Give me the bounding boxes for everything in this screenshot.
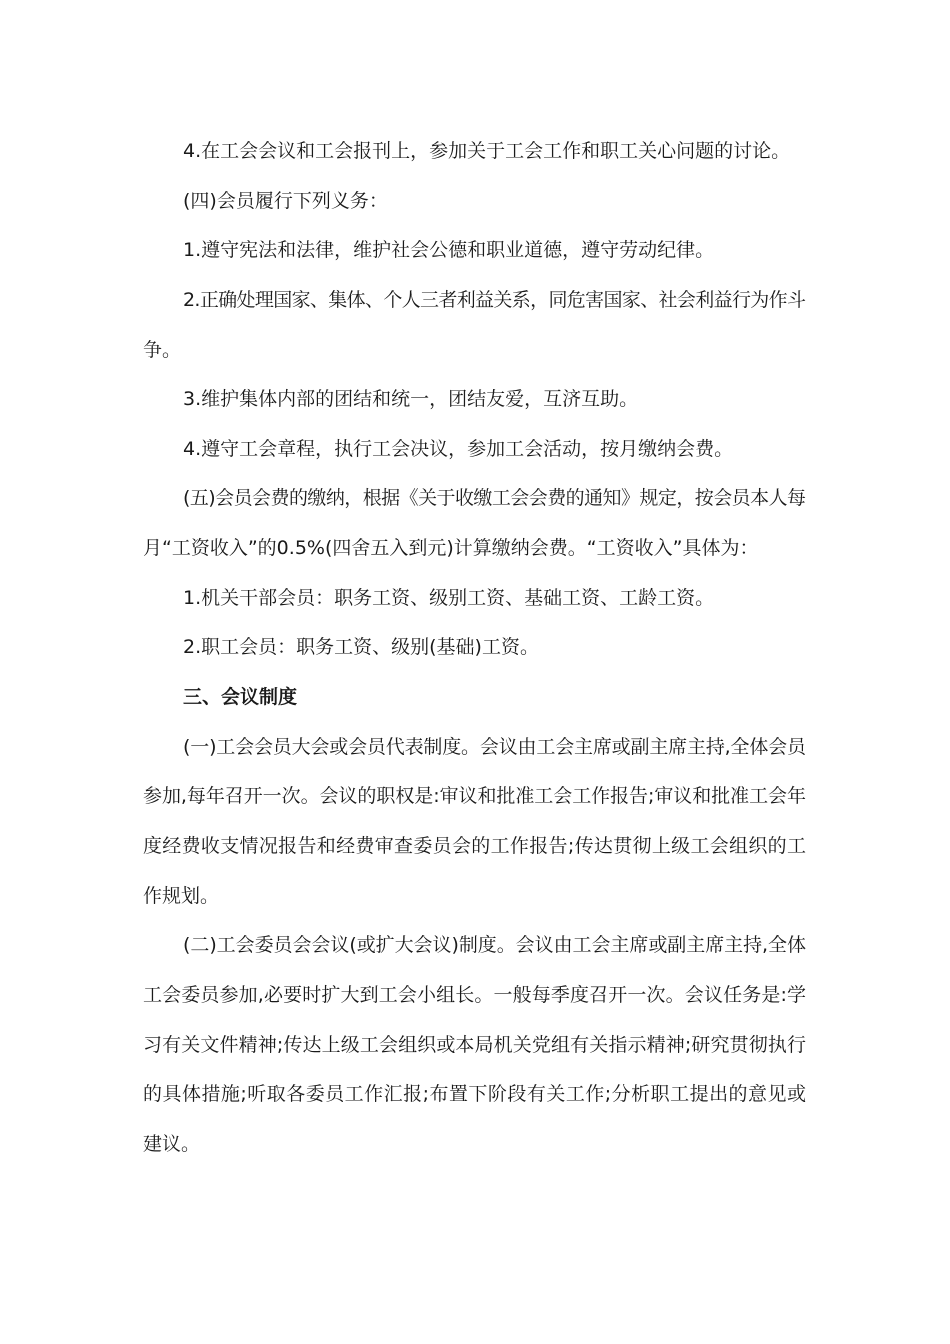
paragraph-line xyxy=(143,1021,806,1071)
paragraph-line-text: (一)工会会员大会或会员代表制度。会议由工会主席或副主席主持,全体会员 xyxy=(183,735,806,758)
obligations-heading xyxy=(143,177,806,227)
paragraph-line xyxy=(143,822,806,872)
paragraph-line xyxy=(143,226,806,276)
paragraph-line xyxy=(143,177,806,227)
paragraph-line xyxy=(143,1120,806,1170)
paragraph-line-text: 工会委员参加,必要时扩大到工会小组长。一般每季度召开一次。会议任务是:学 xyxy=(143,983,807,1006)
obligation-item-3 xyxy=(143,375,806,425)
section-heading-line xyxy=(143,673,806,723)
paragraph-line xyxy=(143,872,806,922)
paragraph-line xyxy=(143,276,806,326)
rights-item-4-paragraph xyxy=(143,127,806,177)
dues-item-2 xyxy=(143,623,806,673)
document-body xyxy=(143,127,806,1169)
paragraph-line-text: (五)会员会费的缴纳，根据《关于收缴工会会费的通知》规定，按会员本人每 xyxy=(183,487,806,510)
paragraph-line-text: 1.遵守宪法和法律，维护社会公德和职业道德，遵守劳动纪律。 xyxy=(183,239,715,262)
paragraph-line-text: 建议。 xyxy=(143,1132,201,1155)
dues-paragraph xyxy=(143,474,806,573)
meeting-rule-1 xyxy=(143,723,806,922)
paragraph-line xyxy=(143,574,806,624)
dues-item-1 xyxy=(143,574,806,624)
obligation-item-4 xyxy=(143,425,806,475)
paragraph-line xyxy=(143,326,806,376)
meeting-rule-2 xyxy=(143,921,806,1169)
paragraph-line-text: 4.在工会会议和工会报刊上，参加关于工会工作和职工关心问题的讨论。 xyxy=(183,140,791,162)
paragraph-line-text: 的具体措施;听取各委员工作汇报;布置下阶段有关工作;分析职工提出的意见或 xyxy=(143,1083,807,1106)
section-heading-meeting-system xyxy=(143,673,806,723)
paragraph-line-text: 度经费收支情况报告和经费审查委员会的工作报告;传达贯彻上级工会组织的工 xyxy=(143,834,807,857)
paragraph-line-text: 4.遵守工会章程，执行工会决议，参加工会活动，按月缴纳会费。 xyxy=(183,437,734,460)
obligation-item-1 xyxy=(143,226,806,276)
paragraph-line xyxy=(143,971,806,1021)
paragraph-line-text: 1.机关干部会员：职务工资、级别工资、基础工资、工龄工资。 xyxy=(183,586,715,609)
obligation-item-2 xyxy=(143,276,806,375)
paragraph-line xyxy=(143,474,806,524)
paragraph-line xyxy=(143,623,806,673)
paragraph-line-text: 月“工资收入”的0.5%(四舍五入到元)计算缴纳会费。“工资收入”具体为： xyxy=(143,537,759,560)
paragraph-line-text: 2.职工会员：职务工资、级别(基础)工资。 xyxy=(183,636,539,659)
paragraph-line-text: 习有关文件精神;传达上级工会组织或本局机关党组有关指示精神;研究贯彻执行 xyxy=(143,1033,807,1056)
paragraph-line-text: 3.维护集体内部的团结和统一，团结友爱，互济互助。 xyxy=(183,388,639,411)
paragraph-line-text: 参加,每年召开一次。会议的职权是:审议和批准工会工作报告;审议和批准工会年 xyxy=(143,785,806,808)
paragraph-line-text: 2.正确处理国家、集体、个人三者利益关系，同危害国家、社会利益行为作斗 xyxy=(183,288,806,311)
paragraph-line-text: 作规划。 xyxy=(143,884,220,907)
paragraph-line xyxy=(143,921,806,971)
paragraph-line xyxy=(143,425,806,475)
paragraph-line xyxy=(143,524,806,574)
paragraph-line xyxy=(143,1070,806,1120)
paragraph-line xyxy=(143,772,806,822)
paragraph-line-text: 争。 xyxy=(143,338,182,361)
paragraph-line-text: (四)会员履行下列义务： xyxy=(183,189,388,212)
section-heading-text: 三、会议制度 xyxy=(183,686,298,709)
paragraph-line xyxy=(143,723,806,773)
paragraph-line-text: (二)工会委员会会议(或扩大会议)制度。会议由工会主席或副主席主持,全体 xyxy=(183,934,806,957)
paragraph-line xyxy=(143,127,806,177)
paragraph-line xyxy=(143,375,806,425)
